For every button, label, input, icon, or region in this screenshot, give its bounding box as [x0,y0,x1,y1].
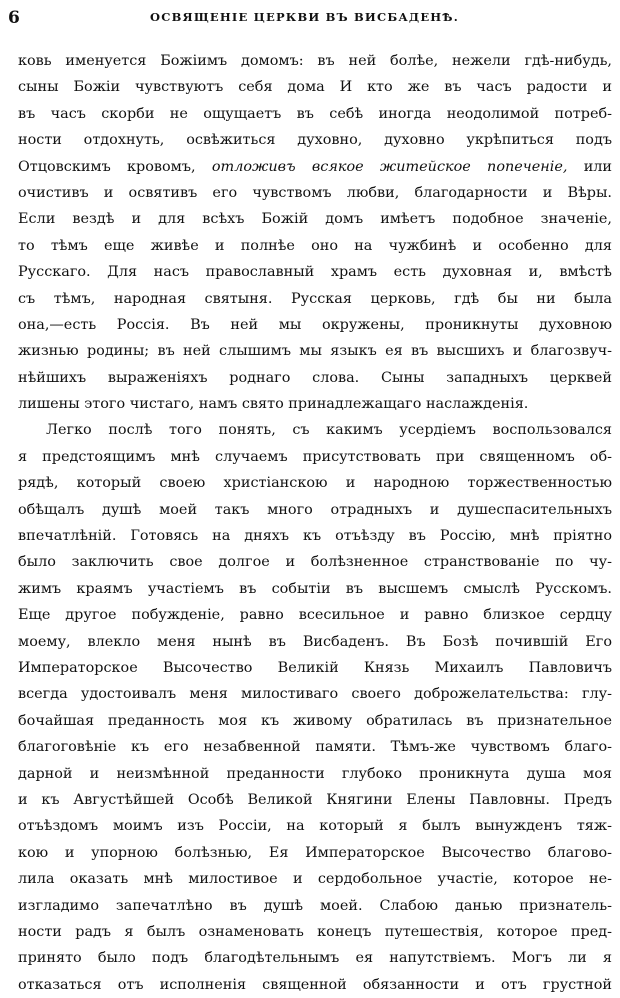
text-line: съ тѣмъ, народная святыня. Русская церковь, гдѣ бы ни была [18,290,612,307]
running-title: ОСВЯЩЕНІЕ ЦЕРКВИ ВЪ ВИСБАДЕНѢ. [150,10,459,24]
text-line: было заключить свое долгое и болѣзненное странствованіе по чу- [18,554,612,571]
text-line: жимъ краямъ участіемъ въ событіи въ высшемъ смыслѣ Русскомъ. [18,580,612,597]
text-line: впечатлѣній. Готовясь на дняхъ къ отъѣзду въ Россію, мнѣ пріятно [18,528,612,545]
text-line: дарной и неизмѣнной преданности глубоко проникнута душа моя [18,765,612,782]
text-line: она,—есть Россія. Въ ней мы окружены, проникнуты духовною [18,316,612,333]
text-line: я предстоящимъ мнѣ случаемъ присутствовать при священномъ об- [18,448,612,465]
text-line: кою и упорною болѣзнью, Ея Императорское Высочество благово- [18,844,612,861]
text-line: сыны Божіи чувствуютъ себя дома И кто же въ часъ радости и [18,79,612,96]
text-line: очистивъ и освятивъ его чувствомъ любви, благодарности и Вѣры. [18,184,612,201]
body-text [18,48,612,998]
text-line: отъѣздомъ моимъ изъ Россіи, на который я былъ вынужденъ тяж- [18,818,612,835]
text-line: обѣщалъ душѣ моей такъ много отрадныхъ и душеспасительныхъ [18,501,612,518]
text-segment: или [583,158,612,175]
text-line: Еще другое побужденіе, равно всесильное и равно близкое сердцу [18,607,612,624]
text-line: рядѣ, который своею христіанскою и народною торжественностью [18,475,612,492]
text-line: благоговѣніе къ его незабвенной памяти. Тѣмъ-же чувствомъ благо- [18,739,612,756]
text-line: всегда удостоивалъ меня милостиваго своего доброжелательства: глу- [18,686,612,703]
text-line: то тѣмъ еще живѣе и полнѣе оно на чужбинѣ и особенно для [18,237,612,254]
text-line: моему, влекло меня нынѣ въ Висбаденъ. Въ Бозѣ почившій Его [18,633,612,650]
text-line: бочайшая преданность моя къ живому обратилась въ признательное [18,712,612,729]
text-line: ности отдохнуть, освѣжиться духовно, духовно укрѣпиться подъ [18,132,612,149]
text-line: ности радъ я былъ ознаменовать конецъ путешествія, которое пред- [18,923,612,940]
text-line: Императорское Высочество Великій Князь Михаилъ Павловичъ [18,659,612,676]
page-header [0,8,620,30]
italic-phrase: отложивъ всякое житейское попеченіе, [211,158,568,175]
page-number: 6 [8,8,21,28]
text-line: отказаться отъ исполненія священной обязанности и отъ грустной [18,976,612,993]
text-line: жизнью родины; въ ней слышимъ мы языкъ ея въ высшихъ и благозвуч- [18,343,612,360]
text-line: лила оказать мнѣ милостивое и сердобольное участіе, которое не- [18,871,612,888]
text-line-with-italic [18,154,612,180]
text-line: Русскаго. Для насъ православный храмъ есть духовная и, вмѣстѣ [18,264,612,281]
text-line: принято было подъ благодѣтельнымъ ея напутствіемъ. Могъ ли я [18,950,612,967]
text-line: въ часъ скорби не ощущаетъ въ себѣ иногда неодолимой потреб- [18,105,612,122]
text-line: лишены этого чистаго, намъ свято принадлежащаго наслажденія. [18,396,529,413]
text-line: ковь именуется Божіимъ домомъ: въ ней болѣе, нежели гдѣ-нибудь, [18,53,612,69]
paragraph-start-line: Легко послѣ того понять, съ какимъ усердіемъ воспользовался [46,422,612,439]
text-line: нѣйшихъ выраженіяхъ роднаго слова. Сыны западныхъ церквей [18,369,612,386]
text-line: изгладимо запечатлѣно въ душѣ моей. Слабою данью признатель- [18,897,612,914]
text-segment: Отцовскимъ кровомъ, [18,158,196,175]
text-line: и къ Августѣйшей Особѣ Великой Княгини Елены Павловны. Предъ [18,791,612,808]
text-line: Если вездѣ и для всѣхъ Божій домъ имѣетъ подобное значеніе, [18,211,612,228]
